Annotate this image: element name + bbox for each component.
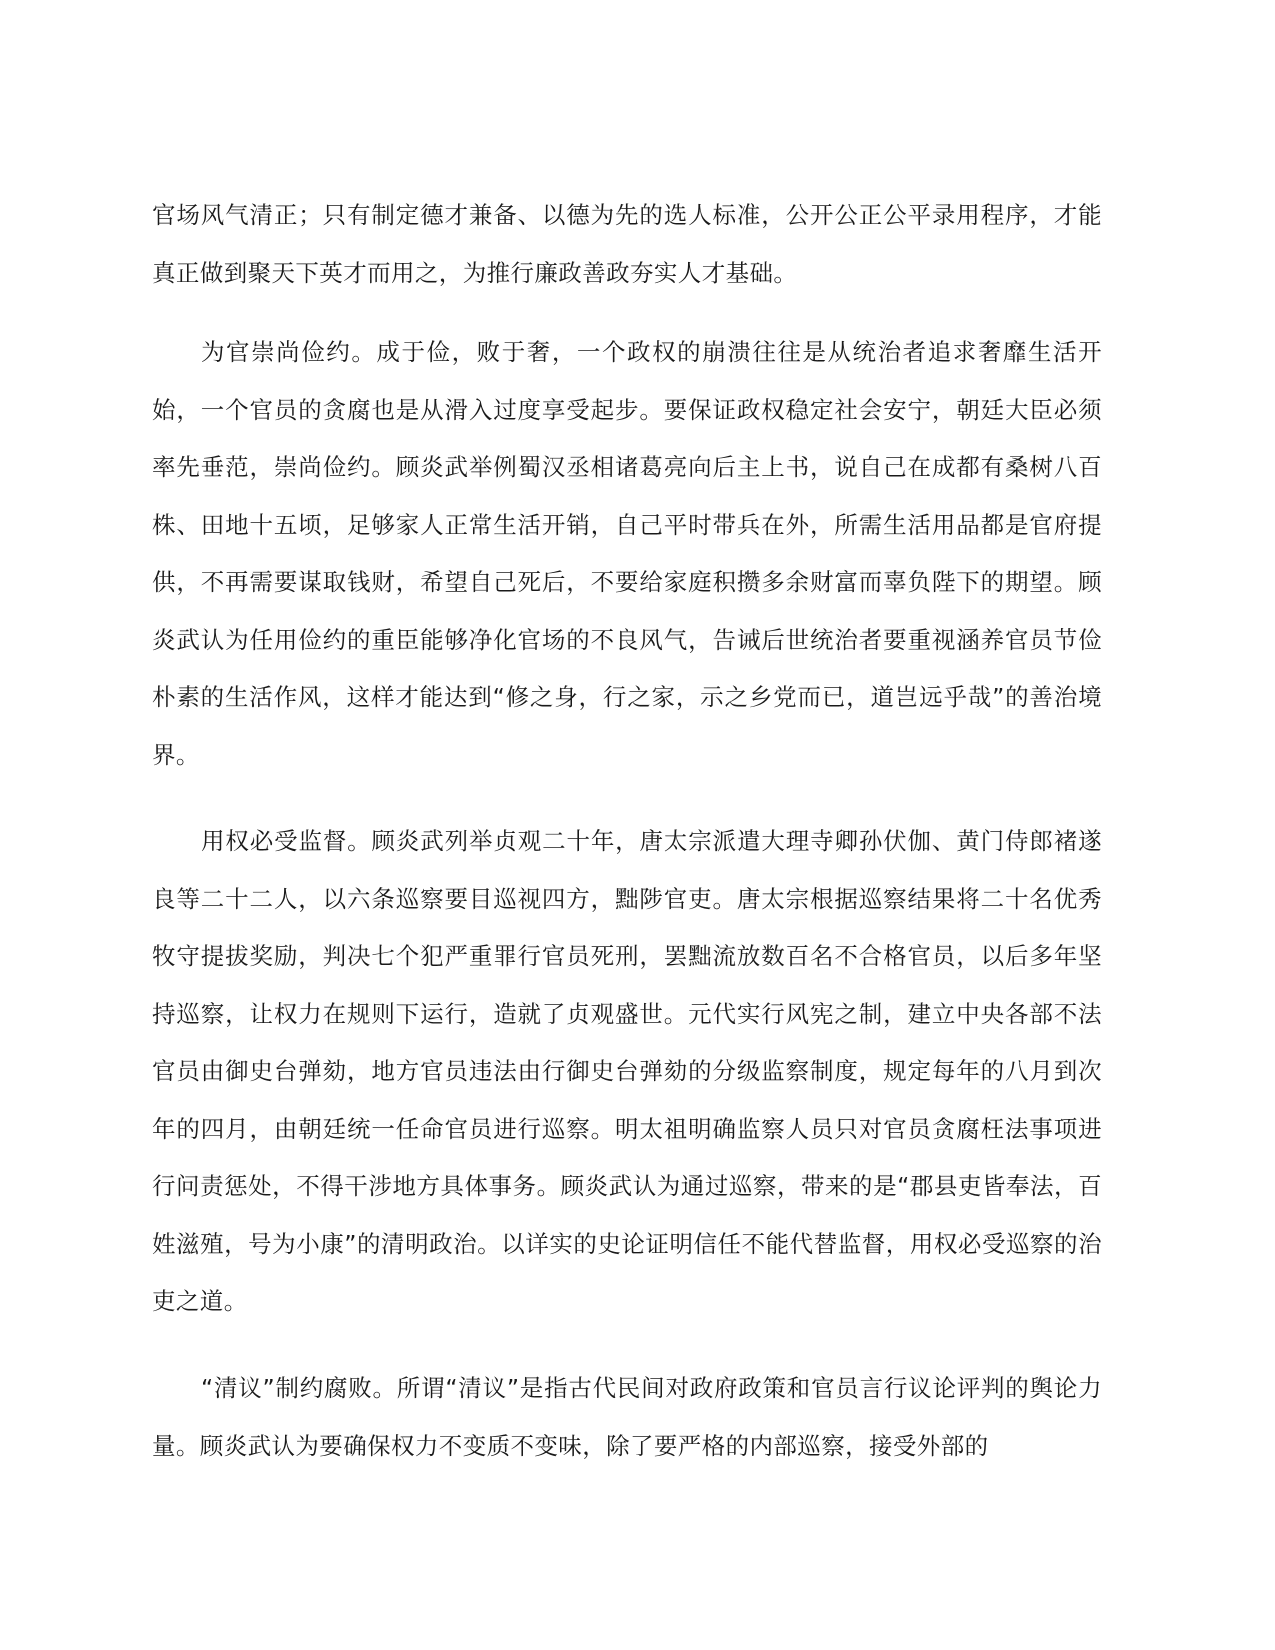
paragraph-public-opinion — [152, 1360, 1102, 1475]
paragraph-text: 为官崇尚俭约。成于俭，败于奢，一个政权的崩溃往往是从统治者追求奢靡生活开始，一个官员的贪腐也是从滑入过度享受起步。要保证政权稳定社会安宁，朝廷大臣必须率先垂范，崇尚俭约。顾炎武举例蜀汉丞相诸葛亮向后主上书，说自己在成都有桑树八百株、田地十五顷，足够家人正常生活开销，自己平时带兵在外，所需生活用品都是官府提供，不再需要谋取钱财，希望自己死后，不要给家庭积攒多余财富而辜负陛下的期望。顾炎武认为任用俭约的重臣能够净化官场的不良风气，告诫后世统治者要重视涵养官员节俭朴素的生活作风，这样才能达到“修之身，行之家，示之乡党而已，道岂远乎哉”的善治境界。 — [152, 338, 1102, 769]
paragraph-text: “清议”制约腐败。所谓“清议”是指古代民间对政府政策和官员言行议论评判的舆论力量。顾炎武认为要确保权力不变质不变味，除了要严格的内部巡察，接受外部的 — [152, 1374, 1102, 1460]
paragraph-text: 用权必受监督。顾炎武列举贞观二十年，唐太宗派遣大理寺卿孙伏伽、黄门侍郎褚遂良等二十二人，以六条巡察要目巡视四方，黜陟官吏。唐太宗根据巡察结果将二十名优秀牧守提拔奖励，判决七个犯严重罪行官员死刑，罢黜流放数百名不合格官员，以后多年坚持巡察，让权力在规则下运行，造就了贞观盛世。元代实行风宪之制，建立中央各部不法官员由御史台弹劾，地方官员违法由行御史台弹劾的分级监察制度，规定每年的八月到次年的四月，由朝廷统一任命官员进行巡察。明太祖明确监察人员只对官员贪腐枉法事项进行问责惩处，不得干涉地方具体事务。顾炎武认为通过巡察，带来的是“郡县吏皆奉法，百姓滋殖，号为小康”的清明政治。以详实的史论证明信任不能代替监督，用权必受巡察的治吏之道。 — [152, 827, 1102, 1315]
paragraph-supervision — [152, 813, 1102, 1331]
paragraph-text: 官场风气清正；只有制定德才兼备、以德为先的选人标准，公开公正公平录用程序，才能真正做到聚天下英才而用之，为推行廉政善政夯实人才基础。 — [152, 201, 1102, 287]
paragraph-talent-selection — [152, 187, 1102, 302]
paragraph-frugality — [152, 324, 1102, 784]
